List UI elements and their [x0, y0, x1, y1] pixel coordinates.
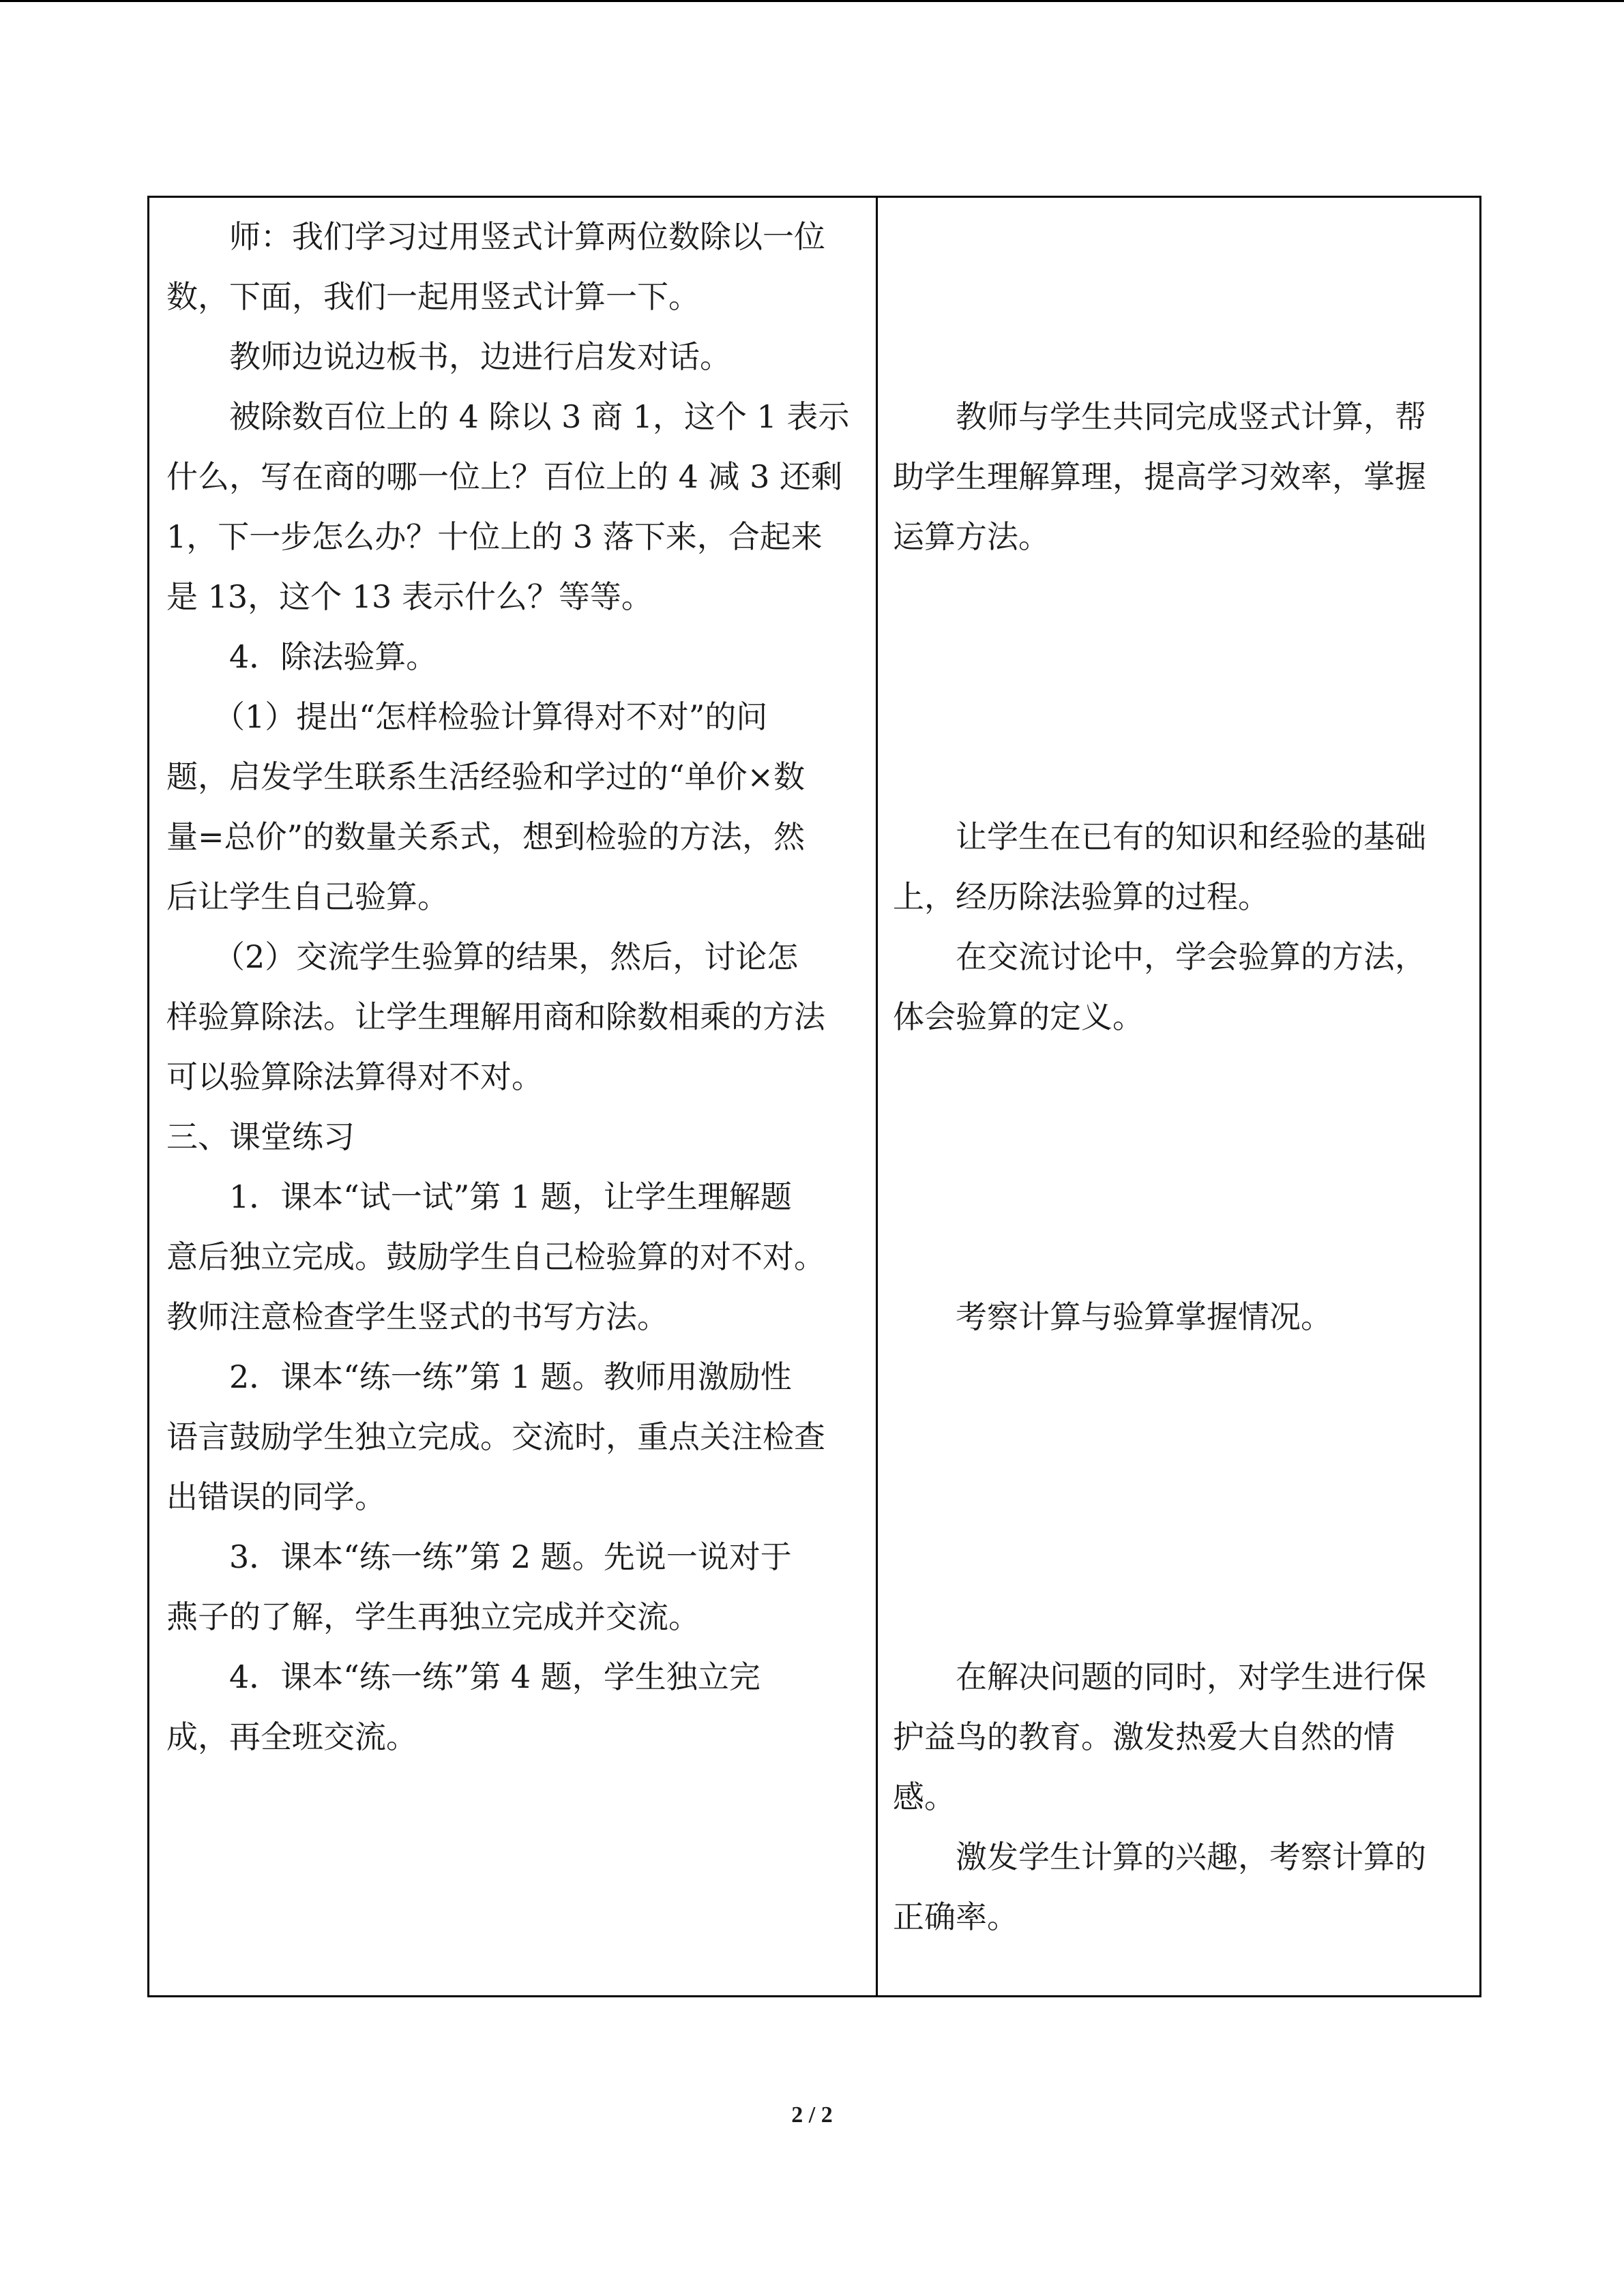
left-line: （2）交流学生验算的结果，然后，讨论怎	[166, 938, 799, 975]
right-line: 教师与学生共同完成竖式计算，帮	[893, 398, 1426, 435]
left-line: 4．课本“练一练”第 4 题，学生独立完	[166, 1658, 761, 1695]
left-line: 量=总价”的数量关系式，想到检验的方法，然	[166, 818, 806, 855]
right-line: 在解决问题的同时，对学生进行保	[893, 1658, 1426, 1695]
right-line: 激发学生计算的兴趣，考察计算的	[893, 1838, 1426, 1875]
left-line: 意后独立完成。鼓励学生自己检验算的对不对。	[166, 1238, 825, 1275]
left-line: 燕子的了解，学生再独立完成并交流。	[166, 1598, 700, 1635]
right-line: 让学生在已有的知识和经验的基础	[893, 818, 1426, 855]
left-line: 1．课本“试一试”第 1 题，让学生理解题	[166, 1178, 792, 1215]
right-line: 考察计算与验算掌握情况。	[893, 1298, 1332, 1335]
right-line: 护益鸟的教育。激发热爱大自然的情	[893, 1718, 1395, 1755]
left-line: 教师边说边板书，边进行启发对话。	[166, 338, 731, 375]
left-line: 题，启发学生联系生活经验和学过的“单价×数	[166, 758, 806, 795]
right-line: 助学生理解算理，提高学习效率，掌握	[893, 458, 1426, 495]
left-line: 师：我们学习过用竖式计算两位数除以一位	[166, 218, 825, 255]
left-line: 出错误的同学。	[166, 1478, 386, 1515]
page-number: 2 / 2	[791, 2102, 833, 2128]
left-line: 4．除法验算。	[166, 638, 438, 675]
left-line: 数，下面，我们一起用竖式计算一下。	[166, 278, 700, 315]
left-line: 被除数百位上的 4 除以 3 商 1，这个 1 表示	[166, 398, 850, 435]
right-line: 感。	[893, 1778, 956, 1815]
column-divider	[876, 198, 878, 1995]
left-line: 可以验算除法算得对不对。	[166, 1058, 543, 1095]
left-line: 3．课本“练一练”第 2 题。先说一说对于	[166, 1538, 792, 1575]
right-line: 正确率。	[893, 1898, 1018, 1935]
right-line: 运算方法。	[893, 518, 1050, 555]
left-line: （1）提出“怎样检验计算得对不对”的问	[166, 698, 768, 735]
right-line: 在交流讨论中，学会验算的方法，	[893, 938, 1426, 975]
left-line: 2．课本“练一练”第 1 题。教师用激励性	[166, 1358, 792, 1395]
left-line: 教师注意检查学生竖式的书写方法。	[166, 1298, 668, 1335]
left-line: 样验算除法。让学生理解用商和除数相乘的方法	[166, 998, 825, 1035]
left-line: 1，下一步怎么办？十位上的 3 落下来，合起来	[166, 518, 823, 555]
right-line: 上，经历除法验算的过程。	[893, 878, 1269, 915]
left-line: 是 13，这个 13 表示什么？等等。	[166, 578, 653, 615]
left-line: 后让学生自己验算。	[166, 878, 449, 915]
left-line: 成，再全班交流。	[166, 1718, 417, 1755]
page-top-rule	[0, 0, 1624, 2]
section-heading: 三、课堂练习	[166, 1118, 355, 1155]
lesson-plan-table	[147, 196, 1481, 1997]
right-line: 体会验算的定义。	[893, 998, 1144, 1035]
left-line: 什么，写在商的哪一位上？百位上的 4 减 3 还剩	[166, 458, 843, 495]
left-line: 语言鼓励学生独立完成。交流时，重点关注检查	[166, 1418, 825, 1455]
